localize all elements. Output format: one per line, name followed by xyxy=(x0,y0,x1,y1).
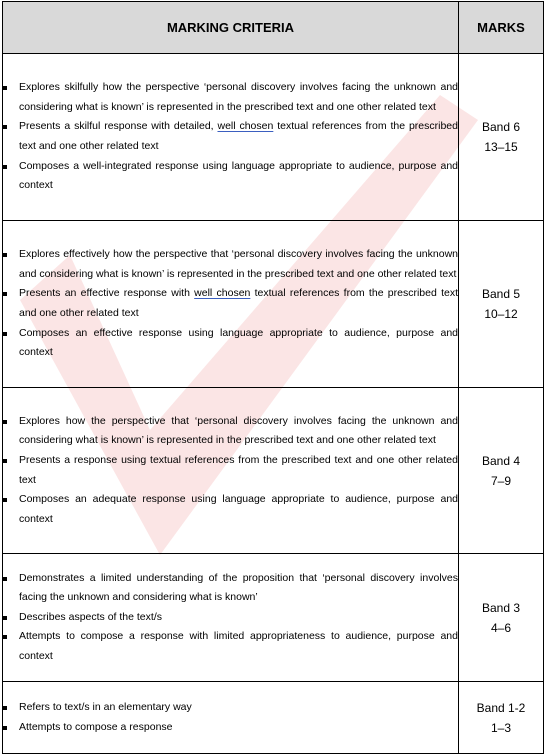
mark-range: 1–3 xyxy=(490,720,512,735)
criteria-item xyxy=(3,284,458,323)
criteria-header: MARKING CRITERIA xyxy=(3,2,459,54)
criteria-cell xyxy=(3,221,459,388)
mark-range: 13–15 xyxy=(484,140,518,154)
criteria-text: Presents an effective response with xyxy=(19,287,195,300)
marks-cell xyxy=(459,388,544,554)
band-label: Band 6 xyxy=(481,120,521,134)
marks-header: MARKS xyxy=(459,2,544,54)
criteria-cell xyxy=(3,388,459,554)
band-label: Band 4 xyxy=(481,453,521,468)
criteria-item: Explores effectively how the perspective that ‘personal discovery involves facing the unknown and considering what is known’ is represented in the prescribed text and one other related text xyxy=(3,245,458,284)
table-row xyxy=(3,682,544,754)
criteria-item: Composes an effective response using language appropriate to audience, purpose and context xyxy=(3,324,458,363)
marks-cell xyxy=(459,682,544,754)
underlined-text: well chosen xyxy=(217,120,274,133)
band-label: Band 1-2 xyxy=(476,700,526,715)
band-label: Band 3 xyxy=(481,600,521,615)
criteria-cell xyxy=(3,554,459,682)
criteria-cell xyxy=(3,682,459,754)
criteria-item: Describes aspects of the text/s xyxy=(3,608,458,628)
criteria-cell xyxy=(3,54,459,221)
criteria-item: Presents a response using textual references from the prescribed text and one other related text xyxy=(3,451,458,490)
table-header-row xyxy=(3,2,544,54)
criteria-item: Explores how the perspective that ‘personal discovery involves facing the unknown and considering what is known’ is represented in the prescribed text and one other related text xyxy=(3,412,458,451)
criteria-item: Attempts to compose a response with limited appropriateness to audience, purpose and context xyxy=(3,627,458,666)
criteria-item: Composes an adequate response using language appropriate to audience, purpose and context xyxy=(3,490,458,529)
table-row xyxy=(3,388,544,554)
criteria-item: Explores skilfully how the perspective ‘personal discovery involves facing the unknown and considering what is known’ is represented in the prescribed text and one other related text xyxy=(3,78,458,117)
table-row xyxy=(3,554,544,682)
criteria-text: Presents a skilful response with detailed, xyxy=(19,120,218,133)
marks-cell xyxy=(459,54,544,221)
criteria-item: Composes a well-integrated response using language appropriate to audience, purpose and context xyxy=(3,157,458,196)
criteria-item: Refers to text/s in an elementary way xyxy=(3,698,458,718)
marking-criteria-table xyxy=(2,1,544,754)
criteria-text: textual references from the prescribed text and one other related text xyxy=(19,287,458,319)
marks-cell xyxy=(459,554,544,682)
criteria-item: Demonstrates a limited understanding of the proposition that ‘personal discovery involves facing the unknown and considering what is known’ xyxy=(3,569,458,608)
underlined-text: well chosen xyxy=(194,287,251,300)
mark-range: 10–12 xyxy=(484,307,518,321)
mark-range: 4–6 xyxy=(490,620,512,635)
table-row xyxy=(3,54,544,221)
criteria-item: Attempts to compose a response xyxy=(3,718,458,738)
criteria-item xyxy=(3,117,458,156)
mark-range: 7–9 xyxy=(490,473,512,488)
table-row xyxy=(3,221,544,388)
band-label: Band 5 xyxy=(481,287,521,301)
marks-cell xyxy=(459,221,544,388)
criteria-text: textual references from the prescribed text and one other related text xyxy=(19,120,458,152)
